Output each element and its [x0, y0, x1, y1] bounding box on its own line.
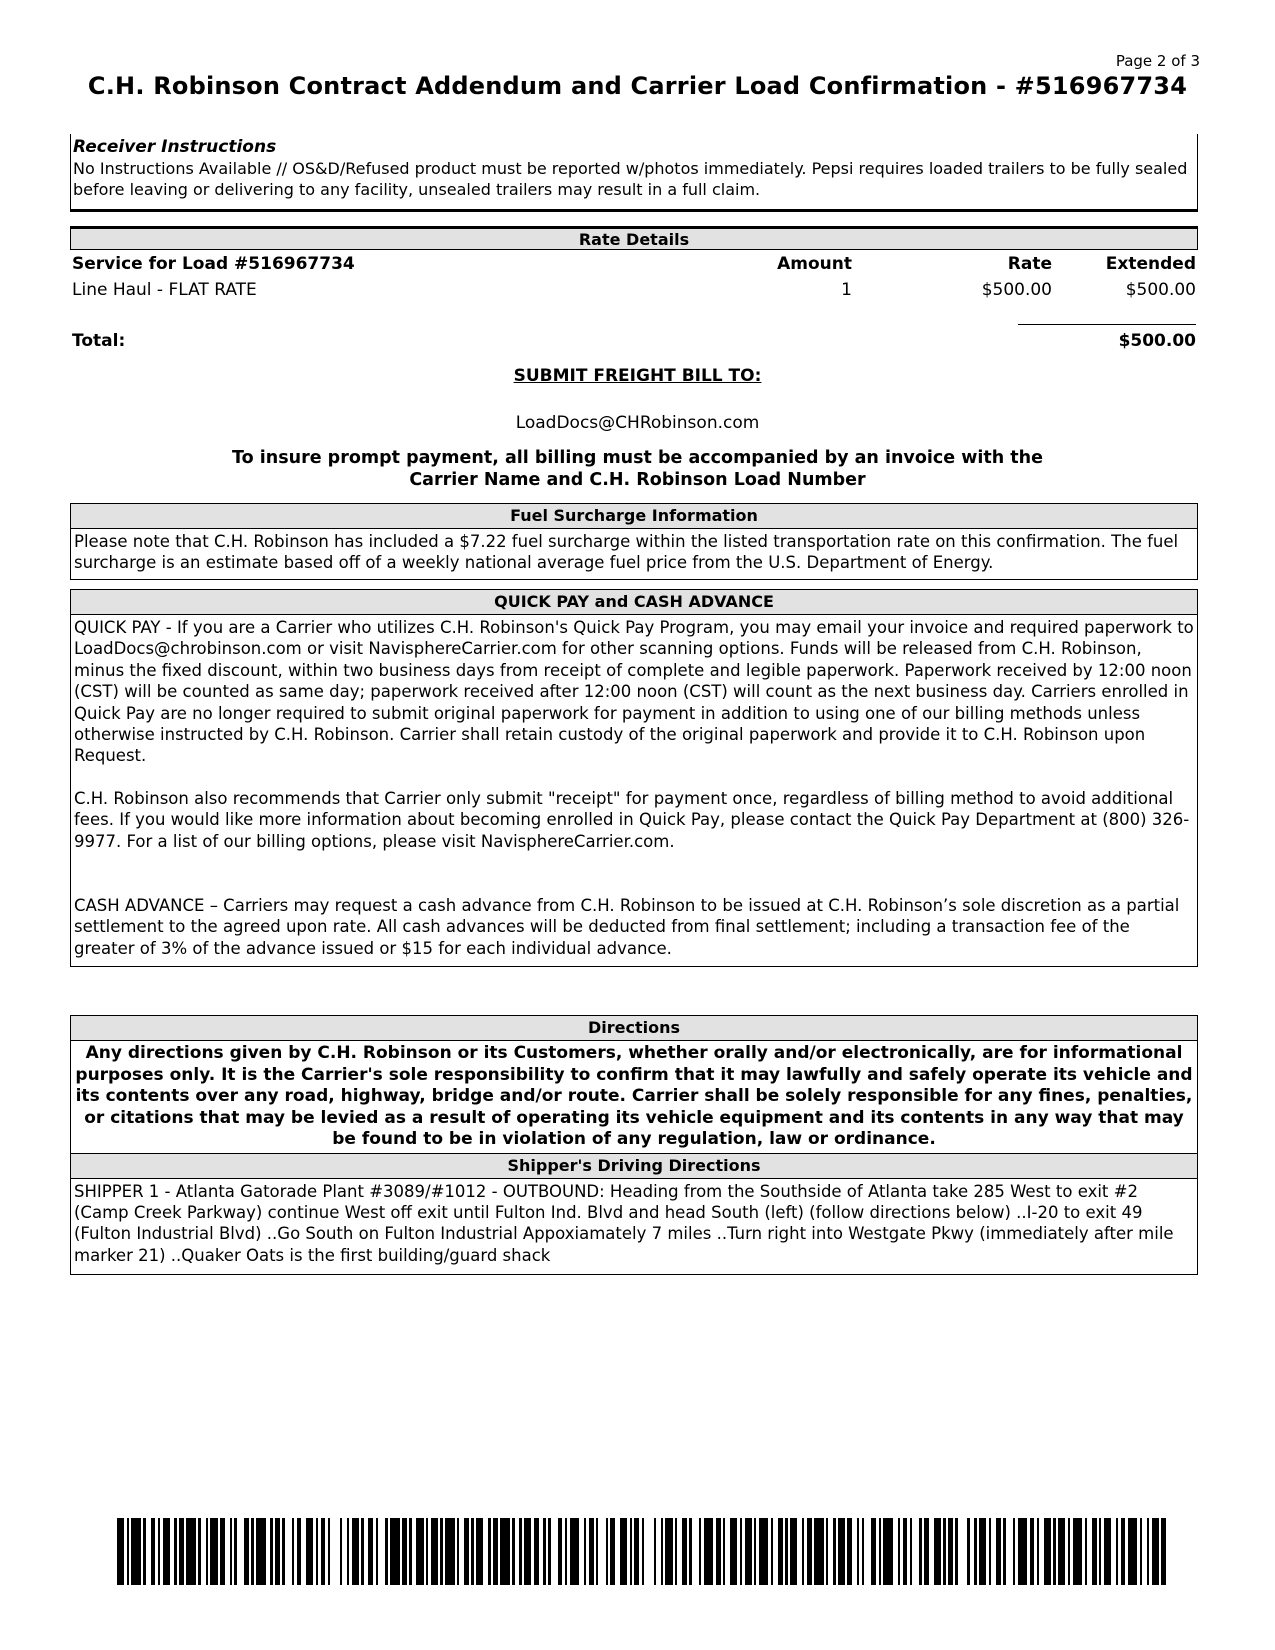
billing-email: LoadDocs@CHRobinson.com: [515, 413, 760, 433]
fuel-surcharge-box: [70, 503, 1198, 580]
quickpay-box: [70, 589, 1198, 967]
directions-box: [70, 1015, 1198, 1275]
row-extended: $500.00: [1125, 280, 1196, 300]
page-number: Page 2 of 3: [1115, 52, 1200, 70]
shipper-directions-text: SHIPPER 1 - Atlanta Gatorade Plant #3089/#1012 - OUTBOUND: Heading from the Southside of Atlanta take 285 West to exit #2 (Camp Creek Parkway) continue West off exit until Fulton Ind. Blvd and head South (left) (follow directions below) ..I-20 to exit 49 (Fulton Industrial Blvd) ..Go South on Fulton Industrial Appoxiamately 7 miles ..Turn right into Westgate Pkwy (immediately after mile marker 21) ..Quaker Oats is the first building/guard shack: [74, 1181, 1174, 1265]
col-service: Service for Load #516967734: [72, 254, 355, 274]
quickpay-para: C.H. Robinson also recommends that Carrier only submit "receipt" for payment once, regardless of billing method to avoid additional fees. If you would like more information about becoming enrolled in Quick Pay, please contact the Quick Pay Department at (800) 326-9977. For a list of our billing options, please visit NavisphereCarrier.com.: [74, 788, 1190, 851]
receiver-heading: Receiver Instructions: [73, 137, 277, 157]
sum-divider: [1018, 324, 1196, 325]
row-amount: 1: [841, 280, 852, 300]
receiver-text: No Instructions Available // OS&D/Refused product must be reported w/photos immediately. Pepsi requires loaded trailers to be fully sealed before leaving or delivering to any facility, unsealed trailers may result in a full claim.: [73, 159, 1188, 199]
barcode-icon: [117, 1518, 1167, 1585]
total-label: Total:: [72, 331, 126, 351]
billing-prompt: [0, 447, 1275, 491]
rate-details-heading: Rate Details: [70, 226, 1198, 250]
total-value: $500.00: [1118, 331, 1196, 351]
directions-heading: Directions: [71, 1016, 1197, 1041]
page-title: C.H. Robinson Contract Addendum and Carrier Load Confirmation - #516967734: [87, 72, 1188, 100]
submit-freight-heading: SUBMIT FREIGHT BILL TO:: [513, 366, 762, 386]
row-service: Line Haul - FLAT RATE: [72, 280, 257, 300]
quickpay-heading: QUICK PAY and CASH ADVANCE: [71, 590, 1197, 615]
col-extended: Extended: [1105, 254, 1196, 274]
fuel-heading: Fuel Surcharge Information: [71, 504, 1197, 529]
billing-prompt-line1: To insure prompt payment, all billing must be accompanied by an invoice with the: [232, 448, 1043, 468]
directions-disclaimer: Any directions given by C.H. Robinson or its Customers, whether orally and/or electronically, are for informational purposes only. It is the Carrier's sole responsibility to confirm that it may lawfully and safely operate its vehicle and its contents over any road, highway, bridge and/or route. Carrier shall be solely responsible for any fines, penalties, or citations that may be levied as a result of operating its vehicle equipment and its contents in any way that may be found to be in violation of any regulation, law or ordinance.: [71, 1041, 1197, 1154]
row-rate: $500.00: [981, 280, 1052, 300]
col-amount: Amount: [777, 254, 852, 274]
quickpay-para: QUICK PAY - If you are a Carrier who utilizes C.H. Robinson's Quick Pay Program, you may email your invoice and required paperwork to LoadDocs@chrobinson.com or visit NavisphereCarrier.com for other scanning options. Funds will be released from C.H. Robinson, minus the fixed discount, within two business days from receipt of complete and legible paperwork. Paperwork received by 12:00 noon (CST) will be counted as same day; paperwork received after 12:00 noon (CST) will count as the next business day. Carriers enrolled in Quick Pay are no longer required to submit original paperwork for payment in addition to using one of our billing methods unless otherwise instructed by C.H. Robinson. Carrier shall retain custody of the original paperwork and provide it to C.H. Robinson upon Request.: [74, 618, 1194, 766]
col-rate: Rate: [1007, 254, 1052, 274]
billing-prompt-line2: Carrier Name and C.H. Robinson Load Number: [409, 470, 866, 490]
quickpay-body: [71, 615, 1197, 961]
cash-advance-para: CASH ADVANCE – Carriers may request a cash advance from C.H. Robinson to be issued at C.H. Robinson’s sole discretion as a partial settlement to the agreed upon rate. All cash advances will be deducted from final settlement; including a transaction fee of the greater of 3% of the advance issued or $15 for each individual advance.: [74, 896, 1180, 958]
fuel-text: Please note that C.H. Robinson has included a $7.22 fuel surcharge within the listed transportation rate on this confirmation. The fuel surcharge is an estimate based off of a weekly national average fuel price from the U.S. Department of Energy.: [74, 532, 1179, 573]
receiver-instructions: [70, 134, 1198, 212]
shipper-directions-heading: Shipper's Driving Directions: [71, 1154, 1197, 1179]
